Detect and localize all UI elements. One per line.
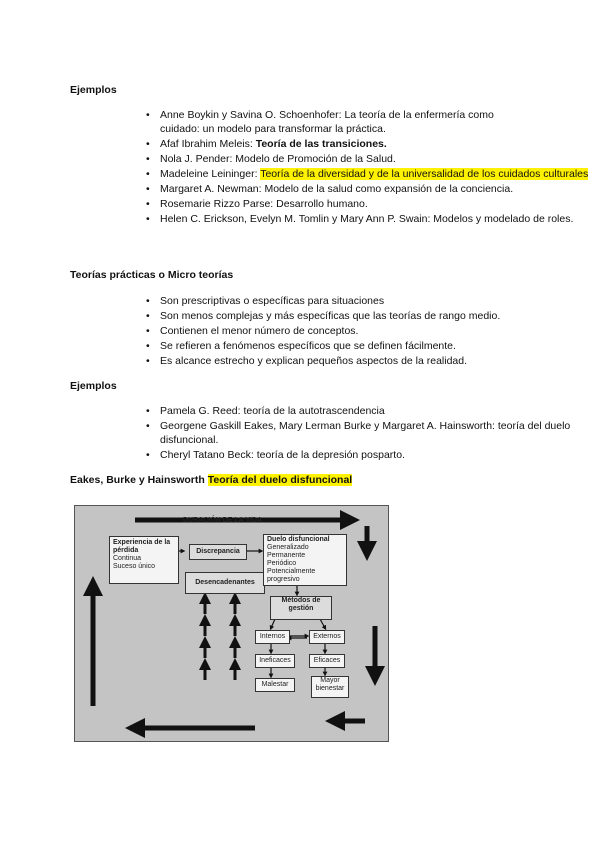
desencadenantes-box: Desencadenantes — [185, 572, 265, 594]
metodos-box: Métodos de gestión — [270, 596, 332, 620]
duelo-box: Duelo disfuncional Generalizado Permanente Periódico Potencialmente progresivo — [263, 534, 347, 586]
list-item: • Cheryl Tatano Beck: teoría de la depresión posparto. — [146, 449, 596, 463]
list-item: • Rosemarie Rizzo Parse: Desarrollo humano. — [146, 198, 596, 212]
list-item: • Margaret A. Newman: Modelo de la salud como expansión de la conciencia. — [146, 183, 596, 197]
externos-box: Externos — [309, 630, 345, 644]
highlight-text: Teoría de la diversidad y de la universalidad de los cuidados culturales — [260, 167, 589, 180]
heading-duelo-disfuncional: Eakes, Burke y Hainsworth Teoría del duelo disfuncional — [70, 474, 353, 486]
list-item: • Es alcance estrecho y explican pequeños aspectos de la realidad. — [146, 355, 596, 369]
list-item: • Son prescriptivas o específicas para situaciones — [146, 295, 596, 309]
list-item: • Afaf Ibrahim Meleis: Teoría de las transiciones. — [146, 138, 596, 152]
list-item: • Georgene Gaskill Eakes, Mary Lerman Burke y Margaret A. Hainsworth: teoría del duelo disfuncional. — [146, 420, 596, 447]
list-ejemplos-1 — [146, 109, 596, 228]
list-ejemplos-2 — [146, 405, 596, 464]
duelo-disfuncional-diagram — [74, 505, 389, 742]
ineficaces-box: Ineficaces — [255, 654, 295, 668]
list-item: • Pamela G. Reed: teoría de la autotrascendencia — [146, 405, 596, 419]
list-item: • Son menos complejas y más específicas que las teorías de rango medio. — [146, 310, 596, 324]
list-item: • Madeleine Leininger: Teoría de la diversidad y de la universalidad de los cuidados culturales — [146, 168, 596, 182]
diagram-title: DURACIÓN DE LA VIDA — [183, 517, 263, 524]
heading-ejemplos-2: Ejemplos — [70, 380, 117, 392]
desencadenantes-up-arrows — [205, 598, 235, 680]
list-item: • Nola J. Pender: Modelo de Promoción de la Salud. — [146, 153, 596, 167]
highlight-text: Teoría del duelo disfuncional — [207, 474, 353, 486]
list-item: • Se refieren a fenómenos específicos que se definen fácilmente. — [146, 340, 596, 354]
list-teorias-practicas — [146, 295, 596, 370]
malestar-box: Malestar — [255, 678, 295, 692]
experiencia-box: Experiencia de la pérdida Continua Suceso único — [109, 536, 179, 584]
internos-box: Internos — [255, 630, 290, 644]
list-item: • Contienen el menor número de conceptos. — [146, 325, 596, 339]
mayor-bienestar-box: Mayor bienestar — [311, 676, 349, 698]
heading-ejemplos-1: Ejemplos — [70, 84, 117, 96]
eficaces-box: Eficaces — [309, 654, 345, 668]
discrepancia-box: Discrepancia — [189, 544, 247, 560]
list-item: • Anne Boykin y Savina O. Schoenhofer: La teoría de la enfermería como cuidado: un modelo para transformar la práctica. — [146, 109, 596, 136]
list-item: • Helen C. Erickson, Evelyn M. Tomlin y Mary Ann P. Swain: Modelos y modelado de roles. — [146, 213, 596, 227]
heading-teorias-practicas: Teorías prácticas o Micro teorías — [70, 269, 234, 281]
